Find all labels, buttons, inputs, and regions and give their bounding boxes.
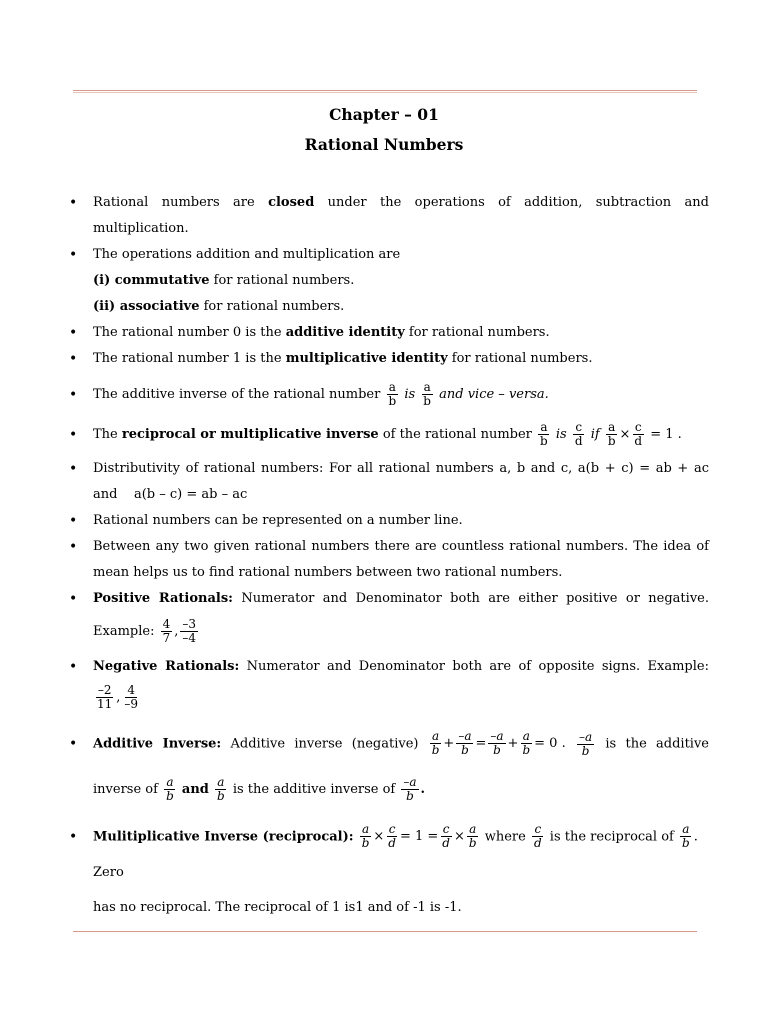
list-item-continuation: and a(b – c) = ab – ac xyxy=(93,487,248,502)
list-item: • The operations addition and multiplication are xyxy=(93,242,709,268)
fraction: $\frac{a}{b}$ xyxy=(423,380,431,408)
sub-item: (i) commutative for rational numbers. xyxy=(93,273,355,288)
fraction: $\frac{4}{-9}$ xyxy=(124,683,139,711)
list-item: • Negative Rationals: Numerator and Denominator both are of opposite signs. Example: xyxy=(93,654,709,680)
equation: $\frac{a}{b}$ + $\frac{-a}{b}$ = $\frac{-a}{b}$ + $\frac{a}{b}$ = 0 . xyxy=(431,729,566,757)
fraction: $\frac{a}{b}$ xyxy=(682,822,690,850)
fraction: $\frac{c}{d}$ xyxy=(574,420,583,448)
fraction: $\frac{-2}{11}$ xyxy=(97,683,113,711)
list-item-continuation: Example: $\frac{4}{7}$ , $\frac{-3}{-4}$ xyxy=(93,617,197,645)
chapter-heading: Chapter – 01 xyxy=(329,105,439,124)
list-item-continuation: $\frac{-2}{11}$ , $\frac{4}{-9}$ xyxy=(97,683,139,711)
sub-item: (ii) associative for rational numbers. xyxy=(93,299,345,314)
fraction: $\frac{-a}{b}$ xyxy=(403,774,417,803)
top-rule xyxy=(73,90,697,91)
page-title: Rational Numbers xyxy=(304,135,464,154)
list-item: • Rational numbers are closed under the operations of addition, subtraction and xyxy=(93,190,709,216)
fraction: $\frac{a}{b}$ xyxy=(166,774,174,803)
list-item-continuation: mean helps us to find rational numbers between two rational numbers. xyxy=(93,565,563,580)
fraction: $\frac{-3}{-4}$ xyxy=(182,617,197,645)
list-item: • Positive Rationals: Numerator and Denominator both are either positive or negative. xyxy=(93,586,709,612)
list-item: • Between any two given rational numbers there are countless rational numbers. The idea of xyxy=(93,534,709,560)
fraction: $\frac{a}{b}$ xyxy=(607,420,616,448)
fraction: $\frac{c}{d}$ xyxy=(634,420,643,448)
list-item: • The additive inverse of the rational number $\frac{a}{b}$ is $\frac{a}{b}$ and vice – versa. xyxy=(93,378,709,412)
list-item: • The reciprocal or multiplicative inverse of the rational number $\frac{a}{b}$ is $\frac{c}{d}$ if $\frac{a}{b}$ × $\frac{c}{d}$ = 1 . xyxy=(93,418,709,452)
notes-content xyxy=(93,190,709,921)
list-item: • Additive Inverse: Additive inverse (negative) $\frac{a}{b}$ + $\frac{-a}{b}$ = $\frac{-a}{b}$ + $\frac{a}{b}$ = 0 . $\frac{-a}{b}$ is the additive xyxy=(93,726,709,763)
list-item: • Rational numbers can be represented on a number line. xyxy=(93,508,709,534)
fraction: $\frac{a}{b}$ xyxy=(540,420,548,448)
fraction: $\frac{c}{d}$ xyxy=(533,822,542,850)
bottom-rule xyxy=(73,931,697,932)
list-item-continuation: has no reciprocal. The reciprocal of 1 is1 and of -1 is -1. xyxy=(93,900,462,915)
fraction: $\frac{-a}{b}$ xyxy=(578,729,593,758)
list-item: • The rational number 1 is the multiplicative identity for rational numbers. xyxy=(93,346,709,372)
list-item: • Mulitiplicative Inverse (reciprocal): $\frac{a}{b}$ × $\frac{c}{d}$ = 1 = $\frac{c}{d}$ × $\frac{a}{b}$ where $\frac{c}{d}$ is the reciprocal of $\frac{a}{b}$ . Zero xyxy=(93,819,709,892)
list-item-continuation: multiplication. xyxy=(93,221,189,236)
fraction: $\frac{4}{7}$ xyxy=(162,617,171,645)
list-item: • Distributivity of rational numbers: For all rational numbers a, b and c, a(b + c) = ab + ac xyxy=(93,456,709,482)
fraction: $\frac{a}{b}$ xyxy=(217,774,225,803)
fraction: $\frac{a}{b}$ xyxy=(388,380,397,408)
equation: $\frac{a}{b}$ × $\frac{c}{d}$ = 1 = $\frac{c}{d}$ × $\frac{a}{b}$ xyxy=(361,821,477,850)
list-item-continuation: inverse of $\frac{a}{b}$ and $\frac{a}{b}$ is the additive inverse of $\frac{-a}{b}$ . xyxy=(93,774,426,803)
list-item: • The rational number 0 is the additive identity for rational numbers. xyxy=(93,320,709,346)
